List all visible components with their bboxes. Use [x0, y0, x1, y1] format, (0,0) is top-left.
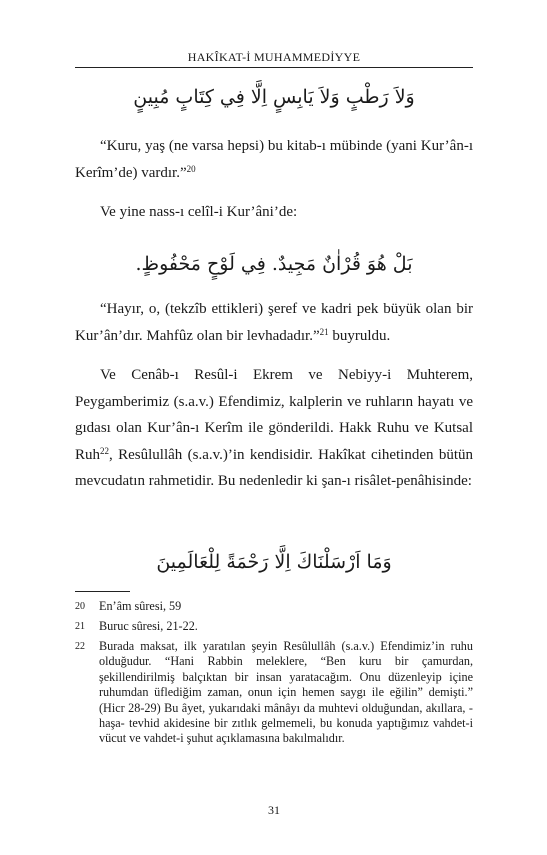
footnote-21: [75, 619, 473, 634]
footnote-number: 22: [75, 641, 85, 652]
paragraph-1: [75, 133, 473, 186]
paragraph-3-text: “Hayır, o, (tekzîb ettikleri) şeref ve kadri pek büyük olan bir Kur’ân’dır. Mahfûz olan bir levhadadır.”: [75, 301, 473, 344]
paragraph-4-part-b: , Resûlullâh (s.a.v.)’in kendisidir. Hakîkat cihetinden bütün mevcudatın rahmetidir. Bu nedenledir ki şan-ı risâlet-penâhisinde:: [75, 446, 473, 489]
header-rule: [75, 67, 473, 68]
arabic-verse-2: بَلْ هُوَ قُرْاٰنٌ مَجِيدٌ. فِي لَوْحٍ مَحْفُوظٍ.: [135, 253, 413, 275]
paragraph-3-tail: buyruldu.: [328, 327, 391, 344]
page-number: 31: [268, 803, 280, 817]
footnote-number: 20: [75, 601, 85, 612]
paragraph-4-part-a: Ve Cenâb-ı Resûl-i Ekrem ve Nebiyy-i Muhterem, Peygamberimiz (s.a.v.) Efendimiz, kalplerin ve ruhların hayatı ve gıdası olan Kur’ân-ı Kerîm ile gönderildi. Hakk Ruhu ve Kutsal Ruh: [75, 367, 473, 463]
paragraph-3: [75, 296, 473, 349]
footnote-ref-22: 22: [100, 445, 110, 456]
footnote-ref-20: 20: [186, 163, 196, 174]
footnote-text: Buruc sûresi, 21-22.: [99, 619, 198, 633]
footnote-text: En’âm sûresi, 59: [99, 599, 182, 613]
footnote-text: Burada maksat, ilk yaratılan şeyin Resûlullâh (s.a.v.) Efendimiz’in ruhu olduğudur. “Hani Rabbin meleklere, “Ben kuru bir çamurdan, şekillendirilmiş balçıktan bir insan yaratacağım. Onu düzenleyip içine ruhumdan üflediğim zaman, onun için hemen saygı ile eğilin” demişti.” (Hicr 28-29) Bu âyet, yukarıdaki mânâyı da muhtevi olduğundan, akıllara, -haşa- tevhid akidesine bir zıtlık gelmemeli, bu konuda yaptığımız vahdet-i vücut ve vahdet-i şuhut açıklamasına bakılmalıdır.: [99, 639, 473, 746]
running-head: HAKÎKAT-İ MUHAMMEDİYYE: [187, 50, 361, 64]
footnote-20: [75, 599, 473, 614]
arabic-verse-1: وَلاَ رَطْبٍ وَلاَ يَابِسٍ اِلَّا فِي كِتَابٍ مُبِينٍ: [133, 86, 415, 108]
footnote-number: 21: [75, 621, 85, 632]
arabic-verse-3: وَمَا اَرْسَلْنَاكَ اِلَّا رَحْمَةً لِلْعَالَمِينَ: [156, 551, 392, 573]
paragraph-4: [75, 362, 473, 495]
footnote-22: [75, 639, 473, 747]
paragraph-2: Ve yine nass-ı celîl-i Kur’âni’de:: [100, 204, 298, 220]
footnote-separator: [75, 591, 130, 592]
paragraph-1-text: “Kuru, yaş (ne varsa hepsi) bu kitab-ı mübinde (yani Kur’ân-ı Kerîm’de) vardır.”: [75, 138, 473, 181]
footnote-ref-21: 21: [319, 326, 329, 337]
